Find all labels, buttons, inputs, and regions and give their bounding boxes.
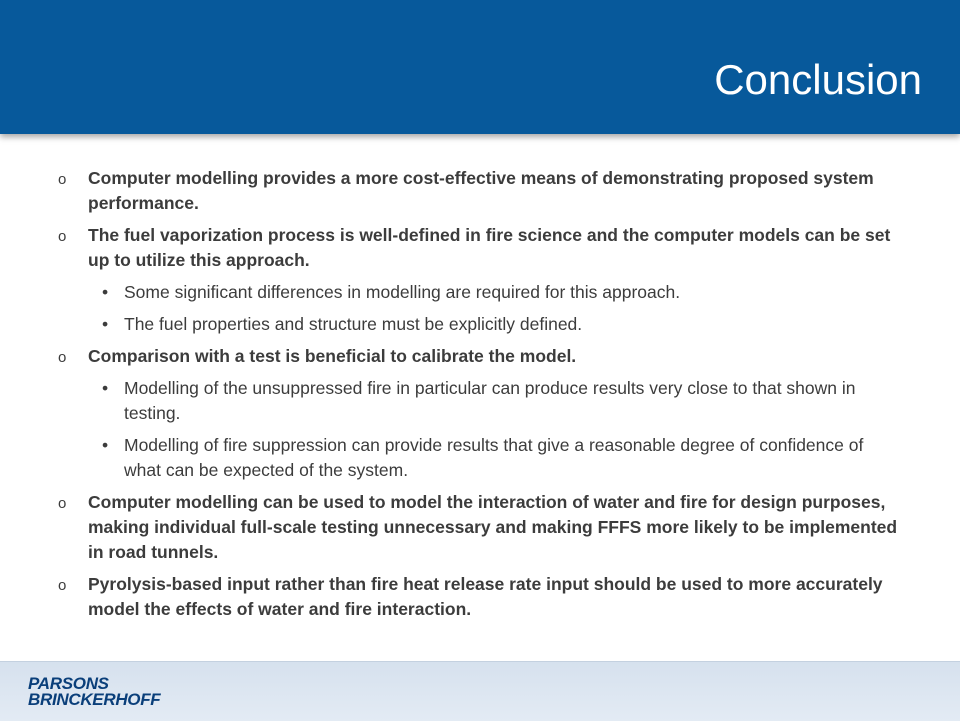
company-logo xyxy=(28,676,160,708)
sub-bullet-text: The fuel properties and structure must be explicitly defined. xyxy=(124,314,583,334)
logo-line-2: BRINCKERHOFF xyxy=(28,690,161,709)
bullet-list xyxy=(58,166,904,629)
bullet-text: Pyrolysis-based input rather than fire heat release rate input should be used to more accurately model the effects of water and fire interaction. xyxy=(88,574,883,619)
bullet-item xyxy=(58,223,904,273)
header-bar xyxy=(0,0,960,134)
bullet-item xyxy=(58,572,904,622)
circle-bullet-icon: o xyxy=(58,228,67,245)
dot-bullet-icon: • xyxy=(102,282,109,302)
slide-title: Conclusion xyxy=(714,56,922,103)
sub-bullet-item xyxy=(58,280,904,305)
dot-bullet-icon: • xyxy=(102,314,109,334)
sub-bullet-text: Modelling of fire suppression can provide results that give a reasonable degree of confidence of what can be expected of the system. xyxy=(124,435,864,480)
sub-bullet-item xyxy=(58,433,904,483)
circle-bullet-icon: o xyxy=(58,495,67,512)
circle-bullet-icon: o xyxy=(58,171,67,188)
sub-bullet-item xyxy=(58,312,904,337)
bullet-text: The fuel vaporization process is well-defined in fire science and the computer models can be set up to utilize this approach. xyxy=(88,225,891,270)
bullet-item xyxy=(58,344,904,369)
bullet-item xyxy=(58,490,904,565)
sub-bullet-text: Modelling of the unsuppressed fire in particular can produce results very close to that shown in testing. xyxy=(124,378,856,423)
circle-bullet-icon: o xyxy=(58,349,67,366)
bullet-text: Comparison with a test is beneficial to calibrate the model. xyxy=(88,346,577,366)
bullet-text: Computer modelling provides a more cost-effective means of demonstrating proposed system performance. xyxy=(88,168,874,213)
dot-bullet-icon: • xyxy=(102,435,109,455)
circle-bullet-icon: o xyxy=(58,577,67,594)
bullet-text: Computer modelling can be used to model the interaction of water and fire for design purposes, making individual full-scale testing unnecessary and making FFFS more likely to be implemented in road tunnels. xyxy=(88,492,898,562)
dot-bullet-icon: • xyxy=(102,378,109,398)
logo-line-1: PARSONS xyxy=(28,674,109,693)
sub-bullet-item xyxy=(58,376,904,426)
bullet-item xyxy=(58,166,904,216)
sub-bullet-text: Some significant differences in modelling are required for this approach. xyxy=(124,282,681,302)
